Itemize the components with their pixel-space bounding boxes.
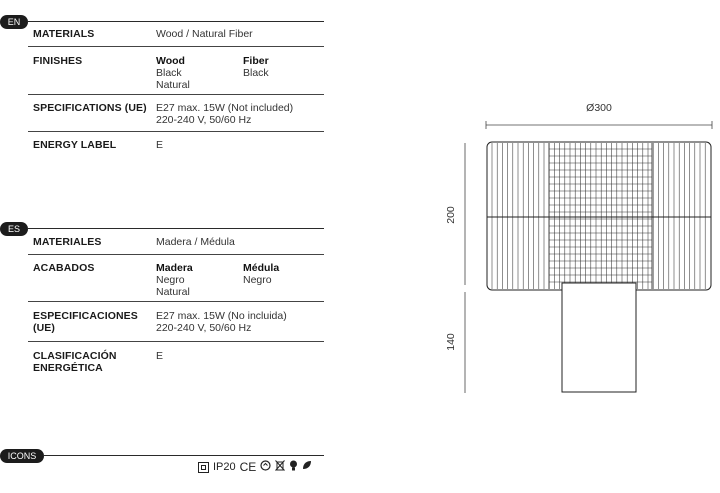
divider xyxy=(44,455,324,456)
materials-label: MATERIALS xyxy=(33,28,95,40)
clasificacion-value: E xyxy=(156,350,164,362)
lamp-shade xyxy=(487,142,711,290)
finish-medula-column xyxy=(243,262,279,286)
divider xyxy=(28,131,324,132)
finish-medula-title: Médula xyxy=(243,262,280,274)
specs-line: E27 max. 15W (No incluida) xyxy=(156,310,287,322)
energy-value: E xyxy=(156,139,164,151)
clasificacion-label xyxy=(33,350,117,374)
divider xyxy=(28,228,324,229)
weee-bin-icon xyxy=(275,460,285,474)
specs-label: SPECIFICATIONS (UE) xyxy=(33,102,147,114)
finish-madera-title: Madera xyxy=(156,262,193,274)
clasificacion-label-line: ENERGÉTICA xyxy=(33,362,103,374)
dimension-base-height: 140 xyxy=(445,333,457,351)
finish-madera-item: Negro xyxy=(156,274,185,286)
lamp-base xyxy=(562,283,636,392)
clasificacion-label-line: CLASIFICACIÓN xyxy=(33,350,117,362)
dimension-diameter: Ø300 xyxy=(586,102,612,114)
specs-line: E27 max. 15W (Not included) xyxy=(156,102,294,114)
dimension-shade-height: 200 xyxy=(445,206,457,224)
divider xyxy=(28,21,324,22)
section-tag-es: ES xyxy=(0,222,28,236)
finish-madera-item: Natural xyxy=(156,286,190,298)
section-tag-icons: ICONS xyxy=(0,449,44,463)
finish-wood-item: Black xyxy=(156,67,182,79)
divider xyxy=(28,46,324,47)
section-tag-en: EN xyxy=(0,15,28,29)
especificaciones-label-line: ESPECIFICACIONES xyxy=(33,310,138,322)
recycle-icon xyxy=(260,460,271,474)
ip-rating: IP20 xyxy=(213,461,236,473)
especificaciones-label-line: (UE) xyxy=(33,322,55,334)
bulb-icon xyxy=(289,460,298,474)
divider xyxy=(28,254,324,255)
divider xyxy=(28,301,324,302)
acabados-label: ACABADOS xyxy=(33,262,95,274)
finish-fiber-item: Black xyxy=(243,67,269,79)
especificaciones-value xyxy=(156,310,287,334)
finish-wood-item: Natural xyxy=(156,79,190,91)
especificaciones-label xyxy=(33,310,138,334)
class-ii-icon xyxy=(198,462,209,473)
finish-wood-column xyxy=(156,55,190,91)
divider xyxy=(28,94,324,95)
finish-madera-column xyxy=(156,262,193,298)
finishes-label: FINISHES xyxy=(33,55,83,67)
specs-value xyxy=(156,102,293,126)
specs-line: 220-240 V, 50/60 Hz xyxy=(156,322,252,334)
finish-medula-item: Negro xyxy=(243,274,272,286)
materials-value: Wood / Natural Fiber xyxy=(156,28,253,40)
ce-icon: CE xyxy=(239,460,257,474)
certification-icons xyxy=(198,460,312,474)
finish-fiber-column xyxy=(243,55,269,79)
specs-line: 220-240 V, 50/60 Hz xyxy=(156,114,252,126)
materiales-value: Madera / Médula xyxy=(156,236,235,248)
energy-label: ENERGY LABEL xyxy=(33,139,117,151)
materiales-label: MATERIALES xyxy=(33,236,102,248)
energy-leaf-icon xyxy=(302,460,312,474)
shade-texture xyxy=(492,143,705,289)
finish-wood-title: Wood xyxy=(156,55,185,67)
divider xyxy=(28,341,324,342)
finish-fiber-title: Fiber xyxy=(243,55,269,67)
